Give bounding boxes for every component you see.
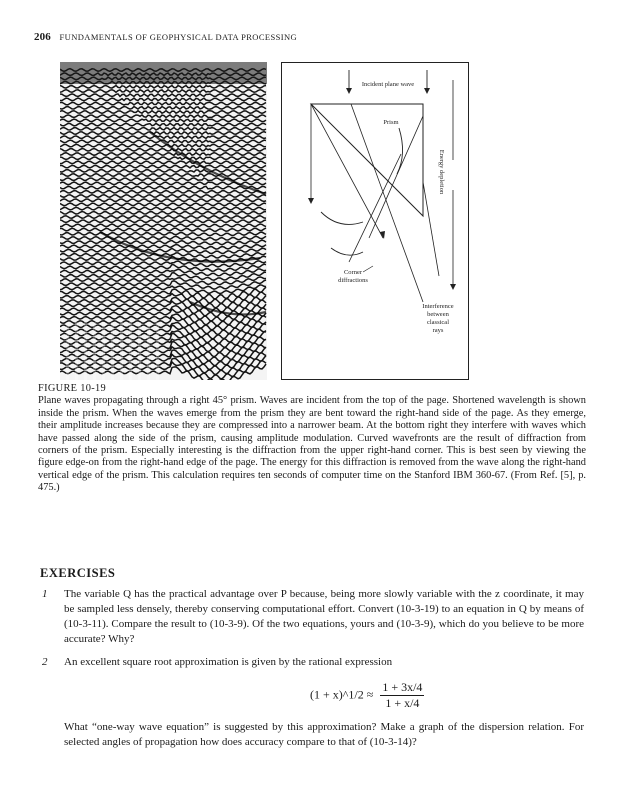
incident-arrowhead-left — [346, 88, 352, 94]
wave-streak — [156, 322, 159, 380]
prism-diagram — [281, 62, 469, 380]
wave-field-figure — [60, 62, 267, 380]
figure-caption — [38, 383, 586, 495]
wave-streak — [120, 322, 123, 380]
ray-arrowhead — [308, 198, 314, 204]
ray-diagonal-5 — [423, 182, 439, 276]
energy-depletion-label: Energy depletion — [438, 149, 445, 195]
exercise-item — [42, 587, 584, 647]
exercise-item — [42, 655, 584, 670]
energy-arrowhead — [450, 284, 456, 290]
corner-label-line1: Corner — [343, 269, 363, 276]
exercise-number: 1 — [42, 588, 48, 600]
wave-streak — [102, 322, 105, 380]
equation-numerator: 1 + 3x/4 — [382, 680, 423, 694]
exercise-text: An excellent square root approximation is given by the rational expression — [64, 656, 393, 668]
incident-wave-band — [60, 62, 267, 84]
exercise-text: The variable Q has the practical advantage over P because, being more slowly variable with the z coordinate, it may be sampled less densely, thereby conserving computational effort. Convert (10-3-19) to an equation in Q by means of (10-3-11). Compare the result to (10-3-9). Of the two equations, yours and (10-3-9), which do you believe to be more accurate? Why? — [64, 588, 584, 645]
wave-streak — [66, 322, 69, 380]
wave-streak — [129, 322, 132, 380]
page-header — [34, 31, 297, 43]
ray-diagonal-1 — [311, 104, 383, 238]
exercises-heading: EXERCISES — [40, 566, 116, 580]
corner-leader — [363, 266, 373, 272]
diffraction-curve-lower — [331, 248, 363, 255]
equation-lhs: (1 + x)^1/2 ≈ — [310, 687, 374, 702]
interference-label-line2: between — [427, 311, 449, 318]
diffraction-curve-right — [397, 128, 403, 174]
wave-streak — [111, 322, 114, 380]
prism-label: Prism — [383, 119, 399, 126]
exercise-text-after: What “one-way wave equation” is suggested by this approximation? Make a graph of the dispersion relation. For selected angles of propagation how does accuracy compare to that of (10-3-14)? — [64, 721, 584, 748]
incident-label: Incident plane wave — [361, 81, 415, 88]
caption-text: Plane waves propagating through a right 45° prism. Waves are incident from the top of the page. Shortened wavelength is shown inside the prism. When the waves emerge from the prism they are bent toward the right-hand side of the page. As they emerge, their amplitude increases because they are compressed into a narrower beam. At the bottom right they interfere with waves which have passed along the side of the prism, causing amplitude modulation. Curved wavefronts are the result of diffraction from corners of the prism. Especially interesting is the diffraction from the upper right-hand corner. This is best seen by viewing the figure edge-on from the right-hand edge of the page. The energy for this diffraction is removed from the wave along the right-hand vertical edge of the prism. This calculation requires ten seconds of computer time on the Stanford IBM 360-67. (From Ref. [5], p. 475.) — [38, 395, 586, 494]
interference-label-line1: Interference — [422, 303, 454, 310]
wave-streak — [138, 322, 141, 380]
equation-fraction — [380, 680, 424, 711]
square-root-equation — [310, 680, 424, 711]
running-title: FUNDAMENTALS OF GEOPHYSICAL DATA PROCESSING — [59, 32, 298, 42]
exercise-number: 2 — [42, 656, 48, 668]
wave-streak — [84, 322, 87, 380]
exercise-continuation — [64, 720, 584, 750]
diffraction-curve-upper — [321, 212, 363, 224]
wave-streak — [147, 322, 150, 380]
interference-label-line4: rays — [432, 327, 444, 334]
prism-triangle — [311, 104, 423, 216]
corner-label-line2: diffractions — [338, 277, 368, 284]
ray-diagonal-3 — [369, 116, 423, 238]
page-number: 206 — [34, 31, 51, 43]
interference-label-line3: classical — [426, 319, 450, 326]
caption-label: FIGURE 10-19 — [38, 383, 106, 394]
incident-arrowhead-right — [424, 88, 430, 94]
equation-denominator: 1 + x/4 — [385, 696, 420, 710]
wave-streak — [93, 322, 96, 380]
wave-streak — [75, 322, 78, 380]
